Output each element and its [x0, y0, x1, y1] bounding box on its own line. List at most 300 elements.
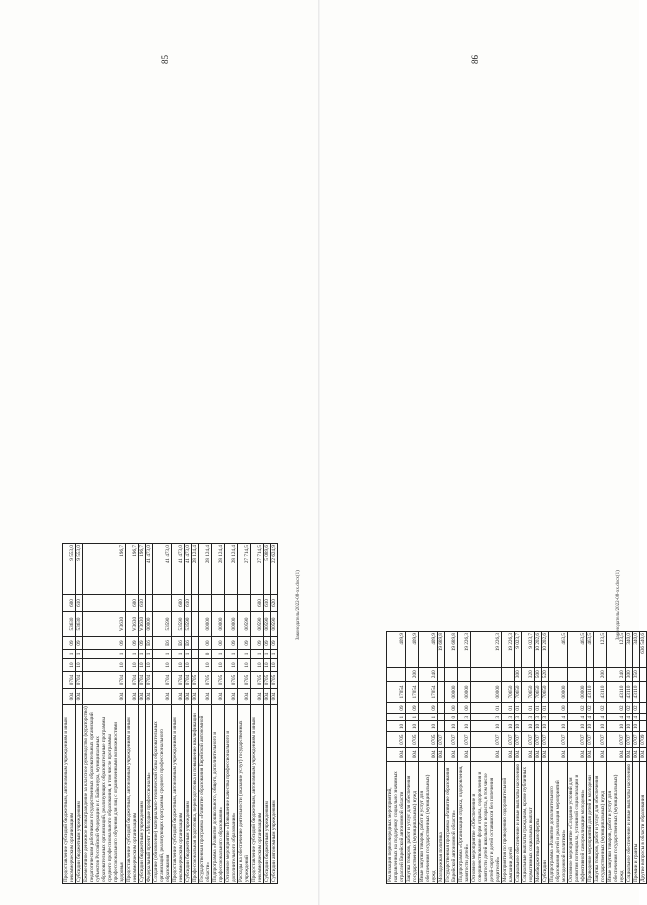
cell-program: 10 — [515, 721, 522, 732]
cell-section: 0705 — [271, 672, 278, 689]
cell-direction: 00590 — [264, 612, 271, 637]
footer-left: Законодатель/2022-08-xx.docx(1) — [296, 570, 301, 640]
cell-activity — [640, 703, 647, 714]
cell-expense-type — [153, 595, 172, 612]
cell-amount: 409,9 — [419, 632, 438, 668]
row-name: Предоставление субсидий бюджетным, автономным учреждениям и иным некоммерческим организациям — [251, 705, 264, 884]
cell-amount: 27 714,5 — [251, 544, 264, 595]
cell-program — [640, 721, 647, 732]
row-name: Расходы на обеспечение деятельности (оказание услуг) государственных учреждений — [238, 705, 251, 884]
cell-subprogram: 4 — [633, 713, 640, 721]
table-row — [568, 632, 587, 884]
cell-subprogram — [192, 650, 199, 659]
cell-ministry: 004 — [568, 747, 587, 761]
table-row — [522, 632, 535, 884]
cell-expense-type — [587, 667, 594, 681]
cell-ministry: 004 — [594, 747, 607, 761]
cell-ministry: 004 — [63, 689, 76, 705]
table-row — [633, 632, 640, 884]
row-name: Создание (обновление) материально-технической базы образовательных организаций, реализующих программы среднего профессионального образования — [153, 705, 172, 884]
cell-direction: 53630 — [63, 612, 76, 637]
cell-direction — [640, 681, 647, 702]
cell-ministry: 004 — [542, 747, 549, 761]
table-row — [192, 544, 199, 884]
cell-subprogram: 1 — [238, 650, 251, 659]
cell-expense-type — [192, 595, 199, 612]
row-name: Субсидии бюджетным учреждениям — [139, 705, 146, 884]
cell-expense-type: 200 — [406, 667, 419, 681]
cell-program: 10 — [126, 659, 139, 672]
cell-section: 0705 — [192, 672, 199, 689]
cell-expense-type: 600 — [172, 595, 185, 612]
cell-direction: 53590 — [185, 612, 192, 637]
cell-direction: 00000 — [458, 681, 471, 702]
cell-direction: 17054 — [406, 681, 419, 702]
cell-amount: 123,5 — [594, 632, 607, 668]
right-page-table-wrap — [386, 631, 647, 884]
cell-program: 10 — [568, 721, 587, 732]
table-row — [225, 544, 238, 884]
cell-activity: 02 — [568, 703, 587, 714]
table-row — [607, 632, 626, 884]
table-row — [153, 544, 172, 884]
cell-expense-type: 320 — [522, 667, 535, 681]
cell-amount: 19 226,3 — [471, 632, 502, 668]
row-name: Иные закупки товаров, работ и услуг для обеспечения государственных (муниципальных) нужд — [607, 761, 626, 883]
cell-program: 10 — [549, 721, 568, 732]
cell-amount: 28 124,4 — [199, 544, 212, 595]
cell-activity: 01 — [535, 703, 542, 714]
cell-activity: 09 — [63, 637, 76, 650]
cell-expense-type: 520 — [542, 667, 549, 681]
table-row — [542, 632, 549, 884]
cell-program: 10 — [172, 659, 185, 672]
cell-activity: E6 — [185, 637, 192, 650]
cell-direction: 00590 — [238, 612, 251, 637]
cell-program: 10 — [185, 659, 192, 672]
cell-ministry: 004 — [438, 747, 445, 761]
row-name: Проведение мероприятий для детей и молодежи — [587, 761, 594, 883]
cell-direction: 00000 — [212, 612, 225, 637]
table-row — [238, 544, 251, 884]
cell-expense-type: 300 — [626, 667, 633, 681]
cell-amount: 19 226,3 — [458, 632, 471, 668]
cell-section: 0707 — [549, 732, 568, 747]
cell-ministry: 004 — [387, 747, 406, 761]
row-name: Социальное обеспечение и иные выплаты населению — [515, 761, 522, 883]
cell-direction: 53630 — [76, 612, 83, 637]
cell-amount: 28 124,4 — [212, 544, 225, 595]
cell-expense-type: 300 — [515, 667, 522, 681]
cell-expense-type: 610 — [139, 595, 146, 612]
cell-amount: 19 689,8 — [438, 632, 445, 668]
cell-section: 0705 — [238, 672, 251, 689]
row-name: Подпрограмма «Организация отдыха, оздоровления, занятости детей» — [458, 761, 471, 883]
cell-subprogram: 1 — [225, 650, 238, 659]
cell-expense-type — [199, 595, 212, 612]
cell-amount: 9 023,7 — [515, 632, 522, 668]
cell-subprogram: 1 — [419, 713, 438, 721]
cell-activity: 09 — [238, 637, 251, 650]
cell-activity: 02 — [607, 703, 626, 714]
table-row — [626, 632, 633, 884]
cell-expense-type — [212, 595, 225, 612]
table-row — [139, 544, 146, 884]
row-name: Социальные выплаты гражданам, кроме публичных нормативных социальных выплат — [522, 761, 535, 883]
cell-activity — [438, 703, 445, 714]
cell-expense-type — [568, 667, 587, 681]
table-row — [535, 632, 542, 884]
cell-amount: 196,7 — [139, 544, 146, 595]
cell-expense-type: 610 — [264, 595, 271, 612]
cell-amount: 10 202,6 — [535, 632, 542, 668]
cell-subprogram: 4 — [568, 713, 587, 721]
table-row — [185, 544, 192, 884]
cell-direction: 00590 — [251, 612, 264, 637]
cell-expense-type — [438, 667, 445, 681]
row-name: Подпрограмма «Развитие дошкольного, общего, дополнительного и профессионального образования» — [212, 705, 225, 884]
cell-ministry: 004 — [419, 747, 438, 761]
cell-subprogram: 3 — [458, 713, 471, 721]
cell-expense-type: 240 — [419, 667, 438, 681]
table-row — [445, 632, 458, 884]
row-name: Мероприятия по проведению оздоровительной кампании детей — [502, 761, 515, 883]
cell-expense-type: 240 — [607, 667, 626, 681]
cell-activity: 01 — [522, 703, 535, 714]
table-row — [172, 544, 185, 884]
cell-section: 0704 — [76, 672, 83, 689]
row-name: Другие вопросы в области образования — [640, 761, 647, 883]
cell-activity: 09 — [83, 637, 126, 650]
cell-amount: 340,0 — [626, 632, 633, 668]
cell-activity: 02 — [587, 703, 594, 714]
cell-activity: 01 — [471, 703, 502, 714]
cell-section: 0704 — [63, 672, 76, 689]
cell-ministry: 004 — [192, 689, 199, 705]
cell-expense-type: 620 — [271, 595, 278, 612]
cell-amount: 41 473,0 — [153, 544, 172, 595]
cell-subprogram: 1 — [185, 650, 192, 659]
row-name: Межбюджетные трансферты — [535, 761, 542, 883]
cell-activity: 02 — [633, 703, 640, 714]
cell-section: 0707 — [458, 732, 471, 747]
row-name: Основное мероприятие «Обеспечение и совершенствование форм отдыха, оздоровления и занятости детей школьного возраста, в том числе детей-сирот и детей оставшихся без попечения родителей» — [471, 761, 502, 883]
cell-program: 10 — [63, 659, 76, 672]
cell-expense-type — [458, 667, 471, 681]
cell-program: 10 — [445, 721, 458, 732]
cell-ministry: 004 — [199, 689, 212, 705]
cell-expense-type: 350 — [633, 667, 640, 681]
cell-program: 10 — [542, 721, 549, 732]
cell-section: 0705 — [264, 672, 271, 689]
cell-ministry: 004 — [146, 689, 153, 705]
cell-section: 0707 — [594, 732, 607, 747]
cell-direction: 00000 — [471, 681, 502, 702]
cell-program: 10 — [212, 659, 225, 672]
cell-subprogram: 3 — [522, 713, 535, 721]
table-row — [212, 544, 225, 884]
cell-activity: 09 — [225, 637, 238, 650]
cell-section: 0707 — [515, 732, 522, 747]
cell-ministry: 004 — [76, 689, 83, 705]
cell-ministry: 004 — [251, 689, 264, 705]
cell-program: 10 — [271, 659, 278, 672]
cell-activity: 02 — [626, 703, 633, 714]
cell-amount: 409,9 — [406, 632, 419, 668]
row-name: Предоставление субсидий бюджетным, автономным учреждениям и иным некоммерческим организациям — [63, 705, 76, 884]
cell-subprogram: 3 — [542, 713, 549, 721]
cell-activity: 09 — [271, 637, 278, 650]
cell-expense-type — [146, 595, 153, 612]
cell-subprogram — [640, 713, 647, 721]
cell-ministry: 004 — [225, 689, 238, 705]
row-name: Социальное обеспечение и иные выплаты населению — [626, 761, 633, 883]
cell-section: 0707 — [542, 732, 549, 747]
cell-amount: 28 124,4 — [192, 544, 199, 595]
cell-expense-type — [549, 667, 568, 681]
cell-program: 10 — [146, 659, 153, 672]
cell-section: 0707 — [438, 732, 445, 747]
cell-expense-type — [83, 595, 126, 612]
cell-expense-type: 610 — [185, 595, 192, 612]
cell-subprogram: 1 — [126, 650, 139, 659]
cell-program: 10 — [225, 659, 238, 672]
cell-program: 10 — [607, 721, 626, 732]
cell-expense-type — [387, 667, 406, 681]
cell-ministry: 004 — [522, 747, 535, 761]
cell-direction: 70650 — [502, 681, 515, 702]
cell-amount: 463,5 — [549, 632, 568, 668]
cell-program: 10 — [626, 721, 633, 732]
cell-direction: 43110 — [594, 681, 607, 702]
cell-program: 10 — [419, 721, 438, 732]
cell-activity: 09 — [251, 637, 264, 650]
cell-section: 0704 — [83, 672, 126, 689]
cell-expense-type — [445, 667, 458, 681]
row-name: Закупка товаров, работ и услуг для обеспечения государственных (муниципальных) нужд — [594, 761, 607, 883]
cell-activity: E6 — [146, 637, 153, 650]
cell-expense-type — [640, 667, 647, 681]
cell-expense-type: 610 — [76, 595, 83, 612]
cell-program: 10 — [139, 659, 146, 672]
cell-ministry: 004 — [515, 747, 522, 761]
cell-ministry: 004 — [238, 689, 251, 705]
cell-program: 10 — [76, 659, 83, 672]
cell-ministry: 004 — [458, 747, 471, 761]
cell-subprogram: 1 — [146, 650, 153, 659]
cell-direction: 00000 — [568, 681, 587, 702]
table-row — [502, 632, 515, 884]
cell-expense-type — [471, 667, 502, 681]
cell-direction: 43110 — [633, 681, 640, 702]
row-name: Федеральный проект «Молодые профессионалы» — [146, 705, 153, 884]
cell-section: 0704 — [185, 672, 192, 689]
page-number-left: 85 — [160, 55, 170, 64]
cell-amount: 340,0 — [633, 632, 640, 668]
cell-section: 0707 — [535, 732, 542, 747]
cell-amount: 28 124,4 — [225, 544, 238, 595]
table-row — [406, 632, 419, 884]
cell-ministry: 004 — [633, 747, 640, 761]
cell-ministry: 004 — [406, 747, 419, 761]
cell-amount: 19 689,8 — [445, 632, 458, 668]
table-row — [63, 544, 76, 884]
cell-activity: 09 — [139, 637, 146, 650]
cell-subprogram: 0 — [199, 650, 212, 659]
cell-program: 10 — [587, 721, 594, 732]
cell-program: 10 — [594, 721, 607, 732]
cell-subprogram: 1 — [387, 713, 406, 721]
row-name: Профессиональная подготовка, переподготовка и повышение квалификации — [192, 705, 199, 884]
cell-ministry: 004 — [587, 747, 594, 761]
cell-ministry: 004 — [640, 747, 647, 761]
cell-amount: 409,9 — [387, 632, 406, 668]
cell-amount: 196,7 — [126, 544, 139, 595]
cell-subprogram: 1 — [212, 650, 225, 659]
cell-direction: 70650 — [515, 681, 522, 702]
row-name: Государственная программа «Развитие образования Еврейской автономной области» — [199, 705, 212, 884]
cell-ministry: 004 — [185, 689, 192, 705]
cell-expense-type — [238, 595, 251, 612]
left-budget-table — [62, 543, 278, 884]
table-row — [271, 544, 278, 884]
cell-ministry: 004 — [83, 689, 126, 705]
cell-subprogram — [438, 713, 445, 721]
cell-direction — [192, 612, 199, 637]
cell-direction: 00000 — [146, 612, 153, 637]
row-name: Субсидии — [542, 761, 549, 883]
cell-program: 10 — [458, 721, 471, 732]
cell-amount: 463,5 — [587, 632, 594, 668]
cell-direction: V3630 — [126, 612, 139, 637]
cell-section: 0709 — [640, 732, 647, 747]
cell-program: 10 — [264, 659, 271, 672]
row-name: Молодежная политика — [438, 761, 445, 883]
cell-section: 0705 — [406, 732, 419, 747]
cell-subprogram: 3 — [515, 713, 522, 721]
table-row — [251, 544, 264, 884]
cell-section: 0705 — [212, 672, 225, 689]
cell-subprogram: 3 — [502, 713, 515, 721]
table-row — [419, 632, 438, 884]
cell-section: 0704 — [153, 672, 172, 689]
cell-section: 0707 — [626, 732, 633, 747]
cell-subprogram: 1 — [172, 650, 185, 659]
row-name: Основное мероприятие «Создание условий для развития потенциала, успешной социализации и эффективной самореализации молодежи» — [568, 761, 587, 883]
cell-section: 0707 — [445, 732, 458, 747]
cell-activity: 00 — [445, 703, 458, 714]
row-name: Премии и гранты — [633, 761, 640, 883]
cell-program: 10 — [406, 721, 419, 732]
cell-section: 0704 — [139, 672, 146, 689]
row-name: Основное мероприятие «Повышение качества профессионального и дополнительного образования» — [225, 705, 238, 884]
cell-program: 10 — [153, 659, 172, 672]
row-name: Государственная программа «Развитие образования Еврейской автономной области» — [445, 761, 458, 883]
cell-program: 10 — [83, 659, 126, 672]
cell-direction: 43110 — [626, 681, 633, 702]
cell-direction: 00000 — [549, 681, 568, 702]
cell-amount: 41 473,0 — [185, 544, 192, 595]
cell-activity: 09 — [264, 637, 271, 650]
cell-ministry: 004 — [153, 689, 172, 705]
cell-section: 0707 — [502, 732, 515, 747]
cell-program: 10 — [238, 659, 251, 672]
cell-direction — [438, 681, 445, 702]
cell-section: 0707 — [607, 732, 626, 747]
cell-subprogram: 1 — [271, 650, 278, 659]
cell-activity: E6 — [172, 637, 185, 650]
table-row — [458, 632, 471, 884]
cell-ministry: 004 — [607, 747, 626, 761]
cell-ministry: 004 — [535, 747, 542, 761]
table-row — [471, 632, 502, 884]
cell-section: 0705 — [199, 672, 212, 689]
cell-section: 0705 — [419, 732, 438, 747]
cell-activity: 01 — [542, 703, 549, 714]
cell-section: 0707 — [471, 732, 502, 747]
cell-subprogram: 4 — [587, 713, 594, 721]
cell-activity: 00 — [549, 703, 568, 714]
cell-amount: 636 540,6 — [640, 632, 647, 668]
left-page-table-wrap — [62, 543, 278, 884]
cell-direction: 00000 — [445, 681, 458, 702]
cell-direction: 00000 — [199, 612, 212, 637]
cell-direction: 17054 — [419, 681, 438, 702]
cell-program: 10 — [522, 721, 535, 732]
cell-amount: 9 553,0 — [76, 544, 83, 595]
cell-amount: 196,7 — [83, 544, 126, 595]
cell-ministry: 004 — [471, 747, 502, 761]
cell-program: 10 — [535, 721, 542, 732]
cell-subprogram: 0 — [445, 713, 458, 721]
cell-section: 0707 — [633, 732, 640, 747]
table-row — [387, 632, 406, 884]
cell-activity: 09 — [76, 637, 83, 650]
cell-activity: 01 — [515, 703, 522, 714]
page-fold — [318, 0, 320, 905]
table-row — [438, 632, 445, 884]
cell-ministry: 004 — [139, 689, 146, 705]
cell-subprogram: 1 — [139, 650, 146, 659]
cell-program: 10 — [633, 721, 640, 732]
table-row — [146, 544, 153, 884]
cell-program: 10 — [471, 721, 502, 732]
cell-ministry: 004 — [502, 747, 515, 761]
cell-program — [438, 721, 445, 732]
cell-section: 0704 — [146, 672, 153, 689]
cell-expense-type — [225, 595, 238, 612]
cell-ministry: 004 — [271, 689, 278, 705]
cell-activity: 09 — [406, 703, 419, 714]
cell-subprogram: 3 — [535, 713, 542, 721]
cell-direction: V3630 — [139, 612, 146, 637]
cell-program: 10 — [502, 721, 515, 732]
cell-amount: 123,5 — [607, 632, 626, 668]
row-name: Субсидии бюджетным учреждениям — [185, 705, 192, 884]
table-row — [594, 632, 607, 884]
cell-subprogram: 4 — [594, 713, 607, 721]
cell-direction: 53590 — [172, 612, 185, 637]
table-row — [587, 632, 594, 884]
cell-activity: E6 — [153, 637, 172, 650]
table-row — [264, 544, 271, 884]
cell-amount: 5 089,6 — [264, 544, 271, 595]
cell-ministry: 004 — [172, 689, 185, 705]
cell-amount: 27 714,5 — [238, 544, 251, 595]
cell-direction: 00000 — [225, 612, 238, 637]
row-name: Закупка товаров, работ и услуг для обеспечения государственных (муниципальных) нужд — [406, 761, 419, 883]
table-row — [76, 544, 83, 884]
